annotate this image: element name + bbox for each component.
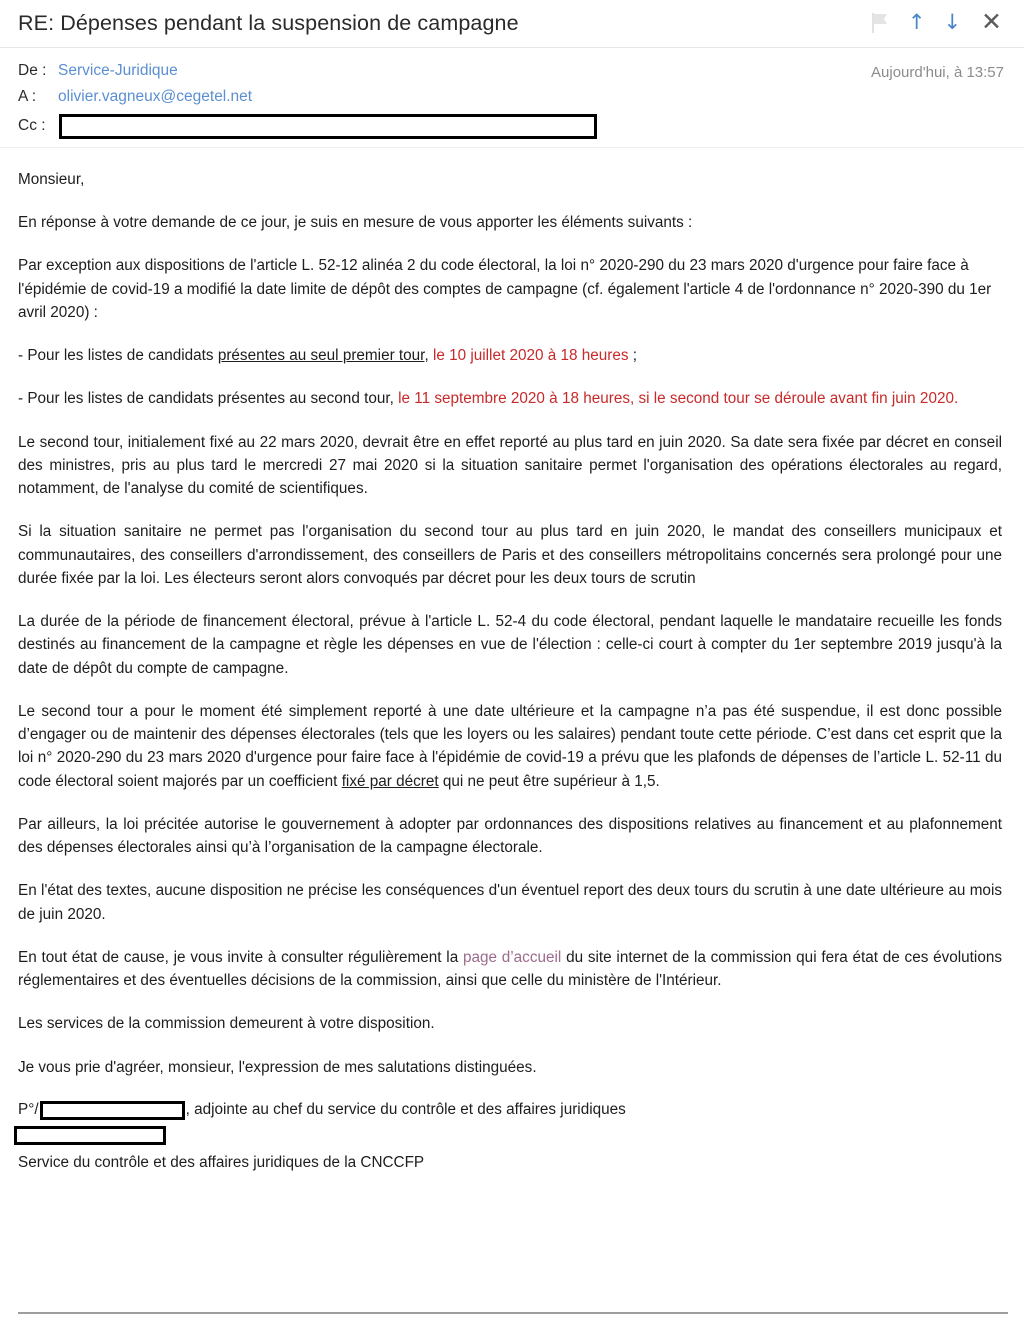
homepage-link[interactable]: page d’accueil [462, 948, 562, 966]
ordinances-paragraph: Par ailleurs, la loi précitée autorise le gouvernement à adopter par ordonnances des dispositions relatives au financement et au plafonnement des dépenses électorales ainsi qu’à l’organisation de la campagne électorale. [18, 815, 1002, 857]
bullet2-lead: - Pour les listes de candidats présentes au second tour, [18, 390, 399, 408]
cc-redaction-box [59, 114, 597, 139]
bullet1-tail: ; [628, 347, 638, 365]
from-row [18, 62, 1008, 84]
bullet1-mid: , [424, 347, 433, 365]
postponement-paragraph [18, 700, 1002, 793]
intro-paragraph: En réponse à votre demande de ce jour, je suis en mesure de vous apporter les éléments suivants : [18, 214, 693, 232]
mandate-paragraph: Si la situation sanitaire ne permet pas l'organisation du second tour au plus tard en juin 2020, le mandat des conseillers municipaux et communautaires, des conseillers d'arrondissement, des conseillers de Paris et des conseillers métropolitains concernés sera prolongé pour une durée fixée par la loi. Les électeurs seront alors convoqués par décret pour les deux tours de scrutin [18, 523, 1002, 587]
decree-underlined: fixé par décret [341, 772, 439, 790]
closing-paragraph: Je vous prie d'agréer, monsieur, l'expression de mes salutations distinguées. [18, 1058, 537, 1076]
signature-department: Service du contrôle et des affaires juridiques de la CNCCFP [18, 1153, 425, 1171]
bullet2-deadline: le 11 septembre 2020 à 18 heures, si le second tour se déroule avant fin juin 2020. [398, 390, 959, 408]
address-block [0, 48, 1024, 148]
signature-role: , adjointe au chef du service du contrôle et des affaires juridiques [185, 1100, 626, 1118]
to-value[interactable]: olivier.vagneux@cegetel.net [58, 87, 253, 105]
signature-prefix: P°/ [18, 1100, 39, 1118]
financing-period-paragraph: La durée de la période de financement électoral, prévue à l'article L. 52-4 du code électoral, pendant laquelle le mandataire recueille les fonds destinés au financement de la campagne et règle les dépenses en vue de l'élection : celle-ci court à compter du 1er septembre 2019 jusqu'à la date de dépôt du compte de campagne. [18, 613, 1002, 677]
current-texts-paragraph: En l'état des textes, aucune disposition ne précise les conséquences d'un éventuel report des deux tours du scrutin à une date ultérieure au mois de juin 2020. [18, 882, 1002, 923]
footer-divider [18, 1312, 1008, 1314]
mail-header [0, 0, 1024, 48]
invite-lead: En tout état de cause, je vous invite à consulter régulièrement la [18, 948, 463, 966]
exception-paragraph: Par exception aux dispositions de l'article L. 52-12 alinéa 2 du code électoral, la loi n° 2020-290 du 23 mars 2020 d'urgence pour faire face à l'épidémie de covid-19 a modifié la date limite de dépôt des comptes de campagne (cf. également l'article 4 de l'ordonnance n° 2020-390 du 1er avril 2020) : [18, 257, 992, 321]
bullet-second-round [18, 387, 1002, 410]
close-icon[interactable]: ✕ [981, 8, 1002, 36]
cc-label: Cc : [18, 117, 46, 135]
flag-icon[interactable] [870, 12, 890, 34]
bullet1-lead: - Pour les listes de candidats [18, 347, 218, 365]
postponement-lead: Le second tour a pour le moment été simplement reporté à une date ultérieure et la campagne n’a pas été suspendue, il est donc possible d’engager ou de maintenir des dépenses électorales (tels que les loyers ou les salaires) pendant toute cette période. C’est dans cet esprit que la loi n° 2020-290 du 23 mars 2020 d'urgence pour faire face à l'épidémie de covid-19 a prévu que les plafonds de dépenses de l’article L. 52-11 du code électoral soient majorés par un coefficient [18, 702, 1002, 790]
invite-tail: du site internet de la commission qui fera état de ces évolutions réglementaires et des éventuelles décisions de la commission, ainsi que celle du ministère de l'Intérieur. [18, 948, 1002, 990]
salutation: Monsieur, [18, 170, 85, 188]
header-actions [870, 8, 1008, 35]
signature-role-line [18, 1099, 1002, 1122]
signature-second-redaction-box [14, 1126, 166, 1145]
message-body [0, 148, 1024, 1174]
subject-row [18, 8, 1008, 37]
page-title: RE: Dépenses pendant la suspension de campagne [18, 11, 519, 35]
signature-name-redaction-box [40, 1101, 185, 1120]
bullet-first-round [18, 344, 1002, 367]
from-value[interactable]: Service-Juridique [58, 61, 178, 79]
bullet1-deadline: le 10 juillet 2020 à 18 heures [432, 347, 629, 365]
from-label: De : [18, 61, 47, 79]
next-message-icon[interactable]: ↓ [943, 10, 962, 34]
postponement-tail: qui ne peut être supérieur à 1,5. [438, 772, 660, 790]
bullet1-underlined: présentes au seul premier tour [217, 347, 425, 365]
services-paragraph: Les services de la commission demeurent à votre disposition. [18, 1015, 435, 1033]
invite-paragraph [18, 946, 1002, 993]
cc-row [18, 114, 1008, 139]
to-label: A : [18, 87, 37, 105]
previous-message-icon[interactable]: ↑ [907, 10, 926, 34]
message-timestamp: Aujourd'hui, à 13:57 [871, 63, 1004, 81]
second-round-paragraph: Le second tour, initialement fixé au 22 mars 2020, devrait être en effet reporté au plus tard en juin 2020. Sa date sera fixée par décret en conseil des ministres, pris au plus tard le mercredi 27 mai 2020 si la situation sanitaire permet l'organisation des opérations électorales au regard, notamment, de l'analyse du comité de scientifiques. [18, 433, 1002, 498]
to-row [18, 88, 1008, 110]
